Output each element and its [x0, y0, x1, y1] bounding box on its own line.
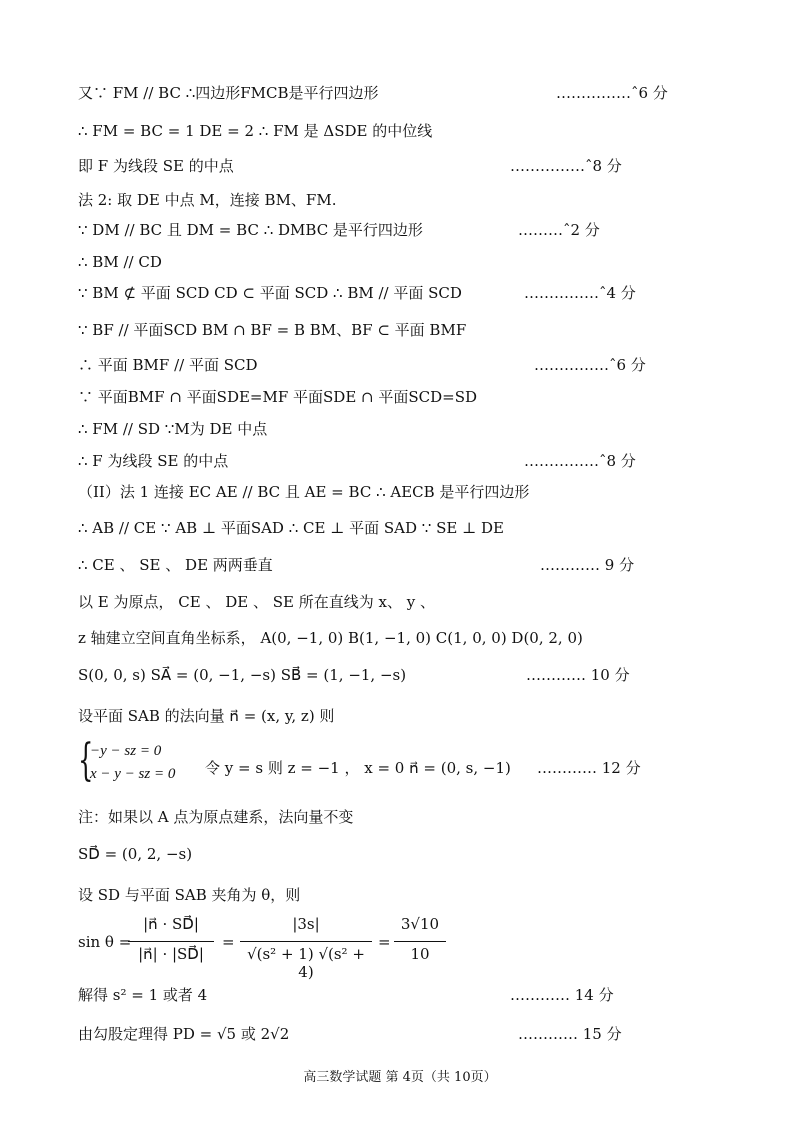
score-mark: ……………ˆ8 分: [524, 452, 636, 470]
line-text: 以 E 为原点， CE 、 DE 、 SE 所在直线为 x、 y 、: [78, 593, 435, 611]
score-mark: ………… 15 分: [518, 1025, 622, 1043]
line-text: 设平面 SAB 的法向量 n⃗ = (x, y, z) 则: [78, 707, 335, 725]
line-text: ∵ BF // 平面SCD BM ∩ BF = B BM、BF ⊂ 平面 BMF: [78, 321, 467, 339]
line-text: 又∵ FM // BC ∴四边形FMCB是平行四边形: [78, 84, 379, 102]
fraction-3-denominator: 10: [410, 945, 430, 963]
fraction-2: [240, 915, 372, 981]
score-mark: ……………ˆ6 分: [534, 356, 646, 374]
line-text: ∴ F 为线段 SE 的中点: [78, 452, 229, 470]
score-mark: ………… 10 分: [526, 666, 630, 684]
line-text: ∵ 平面BMF ∩ 平面SDE=MF 平面SDE ∩ 平面SCD=SD: [78, 388, 478, 406]
equals-sign: =: [378, 933, 391, 951]
fraction-2-numerator: |3s|: [292, 915, 320, 933]
fraction-1-denominator: |n⃗| · |SD⃗|: [138, 945, 204, 963]
fraction-1: [128, 915, 214, 975]
sine-formula: [78, 915, 478, 981]
line-text: ∵ DM // BC 且 DM = BC ∴ DMBC 是平行四边形: [78, 221, 423, 239]
system-equation-2: x − y − sz = 0: [90, 766, 176, 782]
line-text: ∴ CE 、 SE 、 DE 两两垂直: [78, 556, 273, 574]
system-equation-1: −y − sz = 0: [90, 743, 162, 759]
line-text: （II）法 1 连接 EC AE // BC 且 AE = BC ∴ AECB 是平行四边形: [78, 483, 530, 501]
score-mark: ………… 14 分: [510, 986, 614, 1004]
line-text: ∴ FM // SD ∵M为 DE 中点: [78, 420, 268, 438]
line-text: 解得 s² = 1 或者 4: [78, 986, 208, 1004]
score-mark: ……………ˆ6 分: [556, 84, 668, 102]
line-text: ∴ AB // CE ∵ AB ⊥ 平面SAD ∴ CE ⊥ 平面 SAD ∵ SE ⊥ DE: [78, 519, 504, 537]
line-text: 即 F 为线段 SE 的中点: [78, 157, 234, 175]
score-mark: ………… 12 分: [537, 759, 641, 777]
line-text: 注：如果以 A 点为原点建系，法向量不变: [78, 808, 354, 826]
brace-glyph: {: [78, 735, 94, 786]
line-text: ∵ BM ⊄ 平面 SCD CD ⊂ 平面 SCD ∴ BM // 平面 SCD: [78, 284, 462, 302]
page-footer: 高三数学试题 第 4页（共 10页）: [303, 1070, 497, 1085]
line-text: ∴ 平面 BMF // 平面 SCD: [78, 356, 258, 374]
score-mark: ……………ˆ8 分: [510, 157, 622, 175]
fraction-1-numerator: |n⃗ · SD⃗|: [143, 915, 199, 933]
line-text: S(0, 0, s) SA⃗ = (0, −1, −s) SB⃗ = (1, −1, −s): [78, 666, 407, 684]
line-text: SD⃗ = (0, 2, −s): [78, 845, 193, 863]
score-mark: ………… 9 分: [540, 556, 635, 574]
equation-system: [78, 735, 188, 789]
equals-sign: =: [222, 933, 235, 951]
fraction-bar: [128, 941, 214, 942]
formula-label: sin θ =: [78, 933, 132, 951]
line-text: 设 SD 与平面 SAB 夹角为 θ，则: [78, 886, 301, 904]
fraction-3-numerator: 3√10: [400, 915, 440, 933]
score-mark: ……………ˆ4 分: [524, 284, 636, 302]
score-mark: ………ˆ2 分: [518, 221, 600, 239]
line-text: 法 2: 取 DE 中点 M，连接 BM、FM.: [78, 191, 337, 209]
line-text: ∴ BM // CD: [78, 253, 162, 271]
line-text: 令 y = s 则 z = −1 ， x = 0 n⃗ = (0, s, −1): [205, 759, 511, 777]
line-text: ∴ FM = BC = 1 DE = 2 ∴ FM 是 ΔSDE 的中位线: [78, 122, 433, 140]
fraction-2-denominator: √(s² + 1) √(s² + 4): [247, 945, 365, 981]
fraction-3: [394, 915, 446, 975]
line-text: z 轴建立空间直角坐标系， A(0, −1, 0) B(1, −1, 0) C(1, 0, 0) D(0, 2, 0): [78, 629, 583, 647]
fraction-bar: [394, 941, 446, 942]
line-text: 由勾股定理得 PD = √5 或 2√2: [78, 1025, 290, 1043]
fraction-bar: [240, 941, 372, 942]
